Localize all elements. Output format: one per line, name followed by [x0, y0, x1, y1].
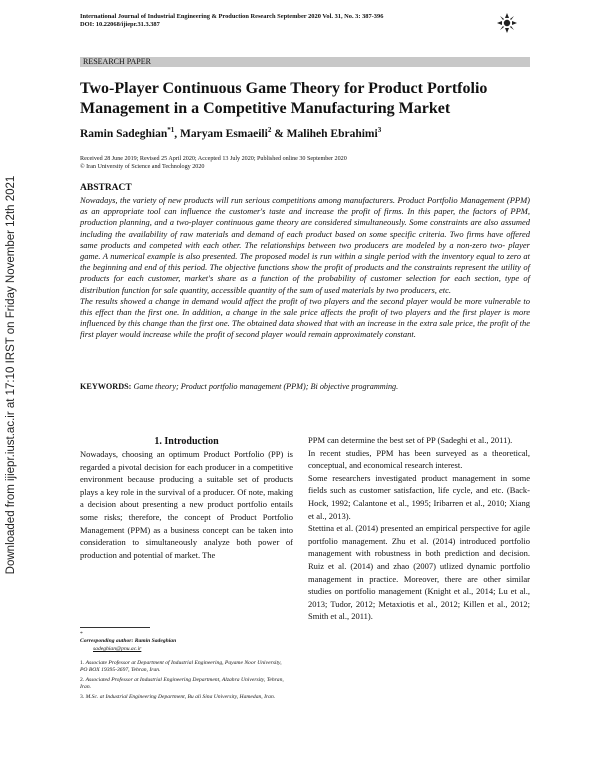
keywords-text: Game theory; Product portfolio management (PPM); Bi objective programming.: [133, 382, 399, 391]
footnote-2: 2. Associated Professor at Industrial Engineering Department, Alzahra University, Tehran, Iran.: [80, 677, 284, 691]
corresponding-author: * Corresponding author: Ramin Sadeghian: [80, 631, 177, 645]
keywords: [80, 382, 398, 391]
footnote-1: 1. Associate Professor at Department of Industrial Engineering, Payame Noor University, PO BOX 19395-3697, Tehran, Iran.: [80, 660, 282, 674]
footnote-3: 3. M.Sc. at Industrial Engineering Department, Bu ali Sina University, Hamedan, Iran.: [80, 694, 276, 700]
abstract: [80, 195, 530, 341]
corresponding-email[interactable]: sadeghian@pnu.ac.ir: [93, 646, 142, 652]
paper-type-banner: RESEARCH PAPER: [80, 57, 530, 67]
paper-title: Two-Player Continuous Game Theory for Product Portfolio Management in a Competitive Manufacturing Market: [80, 80, 488, 117]
history-dates: Received 28 June 2019; Revised 25 April 2020; Accepted 13 July 2020; Published online 30 September 2020: [80, 156, 347, 162]
section-heading-introduction: 1. Introduction: [154, 436, 219, 447]
body-paragraph: Nowadays, choosing an optimum Product Portfolio (PP) is regarded a pivotal decision for each producer in a competitive environment because producing a suitable set of products plays a key role in the survival of a producer. Of note, making a decision about presenting a new product portfolio entails some risks; therefore, the concept of Product Portfolio Management (PPM) as a business concept can be taken into consideration to simultaneously analyze both power of production and potential of market. The: [80, 449, 293, 560]
abstract-heading: ABSTRACT: [80, 183, 132, 193]
body-paragraph: Some researchers investigated product management in some fields such as customer satisfaction, life cycle, and etc. (Back-Hock, 1992; Calantone et al., 1995; Iribarren et al., 2010; Xiang et al., 2013).: [308, 472, 530, 521]
author-name: Maliheh Ebrahimi: [286, 127, 378, 140]
journal-header: [80, 13, 383, 29]
journal-citation: International Journal of Industrial Engineering & Production Research September 2020 Vol. 31, No. 3: 387-396: [80, 13, 384, 20]
download-stamp: [4, 160, 18, 590]
author-affil: 2: [267, 126, 272, 134]
intro-right-column: [308, 434, 530, 623]
publication-dates: [80, 155, 347, 171]
keywords-label: KEYWORDS:: [80, 382, 132, 391]
doi: DOI: 10.22068/ijiepr.31.3.387: [80, 21, 160, 28]
abstract-paragraph: Nowadays, the variety of new products will run serious competitions among manufacturers. Product Portfolio Management (PPM) as an appropriate tool can influence the customer's taste and increase the profit of firms. In this paper, the factors of PPM, production planning, and a two-player continuous game theory are considered simultaneously. Some constraints are also assumed including the availability of raw materials and demand of each product based on some specific criteria. Two firms have offered same products and competed with each other. The relationships between two producers are modeled by a non-zero two- player game. A numerical example is also presented. The proposed model is run within a single period with the inventory equal to zero at the beginning and end of this period. The objective functions show the profit of products and the constraints represent the utility of products for each customer, market's share as a function of the probability of customer selection for each section, type of distribution function for sale quantity, accessible quantity of the sum of used materials by two producers, etc.: [80, 195, 530, 295]
author-affil: *1: [167, 126, 175, 134]
footnote-rule: [80, 627, 150, 628]
author-name: Maryam Esmaeili: [179, 127, 268, 140]
author-list: Ramin Sadeghian$^{*1}$, Maryam Esmaeili$^2$ & Maliheh Ebrahimi$^3$: [80, 126, 382, 140]
copyright: © Iran University of Science and Technology 2020: [80, 164, 205, 170]
author-affil: 3: [377, 126, 382, 134]
abstract-paragraph: The results showed a change in demand would affect the profit of two players and the second player would be more vulnerable to this effect than the first one. In addition, a change in the sale price affects the profit of two players and the first player is more influenced by this change than the first one. The obtained data showed that with an increase in the extra sale price, the profit of the first player would increase while the profit of second player would remain approximately constant.: [80, 295, 530, 340]
body-paragraph: Stettina et al. (2014) presented an empirical perspective for agile portfolio management. Zhu et al. (2014) introduced portfolio management with robustness in both prediction and decision. Ruiz et al. (2014) and zhao (2007) utlized dynamic portfolio management in practice. Moreover, there are other similar studies on portfolio management (Knight et al., 2014; Lu et al., 2013; Tudor, 2012; Metaxiotis et al., 2012; Killen et al., 2012; Smith et al., 2011).: [308, 523, 530, 622]
body-paragraph: In recent studies, PPM has been surveyed as a theoretical, conceptual, and economical research interest.: [308, 447, 530, 471]
author-name: Ramin Sadeghian: [80, 127, 168, 140]
download-stamp-text: Downloaded from ijiepr.iust.ac.ir at 17:10 IRST on Friday November 12th 2021: [5, 175, 17, 575]
body-paragraph: PPM can determine the best set of PP (Sadeghi et al., 2011).: [308, 435, 513, 445]
intro-left-column: [80, 448, 293, 561]
university-logo-icon: [496, 12, 518, 34]
